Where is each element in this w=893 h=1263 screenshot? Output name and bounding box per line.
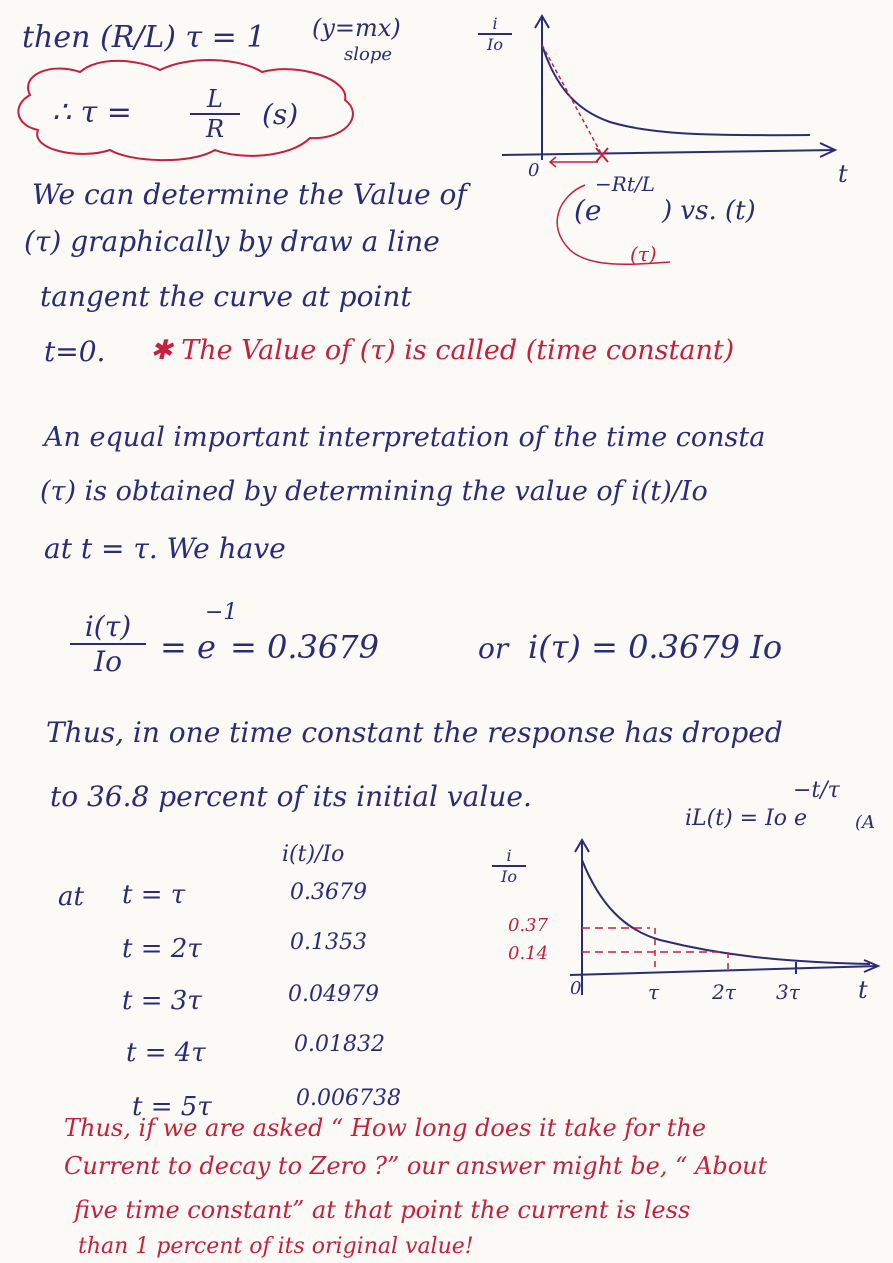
table-row-3-value: 0.04979 [288,982,379,1007]
equation-value: = 0.3679 [230,628,379,666]
graph1-tau-span-arrow [550,157,598,167]
graph1-y-label [478,14,512,54]
current-formula-base: iL(t) = Io e [685,806,808,831]
ymx-note: (y=mx) [312,14,401,42]
table-row-2-value: 0.1353 [290,930,367,955]
table-row-1-time: t = τ [122,880,186,910]
graph2-y-tick-014: 0.14 [508,943,549,964]
closing-line1: Thus, if we are asked “ How long does it take for the [64,1114,707,1142]
para3-line2: to 36.8 percent of its initial value. [50,780,532,813]
equation-or: or [478,632,509,665]
graph1-y-numerator: i [478,14,512,35]
equation-fraction [70,610,146,678]
graph1-y-denominator: Io [487,35,503,54]
table-row-4-value: 0.01832 [294,1032,385,1057]
graph1-exp-base: (e [574,194,602,227]
graph1-t-label: t [838,160,848,188]
equation-numerator: i(τ) [70,610,146,645]
graph2-y-tick-037: 0.37 [508,915,549,936]
graph2-y-label [492,846,526,886]
decay-graph-1 [480,10,880,200]
current-formula-power: −t/τ [793,778,840,803]
table-row-5-time: t = 5τ [132,1092,212,1122]
graph1-origin: 0 [528,160,540,181]
closing-line3: five time constant” at that point the current is less [74,1196,691,1224]
graph2-x-tick-3tau: 3τ [776,980,800,1004]
graph1-tau-annotation: (τ) [630,242,657,266]
para1-line2: (τ) graphically by draw a line [24,225,440,258]
graph1-exp-power: −Rt/L [595,172,655,196]
current-formula-unit: (A [855,812,876,833]
graph2-y-denominator: Io [501,867,517,886]
graph2-origin: 0 [570,978,582,999]
para1-line4-start: t=0. [44,335,106,368]
graph1-tau-marker [596,148,608,162]
graph2-decay-curve [582,860,870,964]
graph2-x-tick-2tau: 2τ [712,980,736,1004]
tau-definition: ∴ τ = [52,95,132,130]
graph2-x-axis [570,966,878,975]
graph2-t-label: t [858,976,868,1004]
decay-graph-2 [500,830,890,1020]
slope-equation: then (R/L) τ = 1 [22,20,266,55]
tau-unit: (s) [262,98,299,131]
table-row-2-time: t = 2τ [122,934,202,964]
table-prefix: at [58,882,84,912]
slope-note: slope [344,44,393,65]
closing-line2: Current to decay to Zero ?” our answer might be, “ About [64,1152,768,1180]
graph1-versus: ) vs. (t) [662,196,756,226]
table-row-5-value: 0.006738 [296,1086,401,1111]
para1-line1: We can determine the Value of [32,178,467,211]
equation-exp-base: = e [160,628,216,666]
graph2-x-tick-tau: τ [648,980,660,1004]
equation-denominator: Io [94,645,122,678]
tau-numerator: L [190,85,240,115]
para2-line1: An equal important interpretation of the time consta [44,422,766,453]
graph1-x-axis [502,150,835,155]
time-constant-note: ✱ The Value of (τ) is called (time constant) [150,335,735,366]
graph2-y-numerator: i [492,846,526,867]
table-row-4-time: t = 4τ [126,1038,206,1068]
tau-fraction [190,85,240,143]
para2-line3: at t = τ. We have [44,532,286,565]
para2-line2: (τ) is obtained by determining the value of i(t)/Io [40,476,708,507]
para3-line1: Thus, in one time constant the response has droped [46,716,783,749]
tau-denominator: R [205,115,225,143]
table-header: i(t)/Io [282,842,345,867]
equation-exp-power: −1 [205,600,238,625]
graph1-decay-curve [542,45,810,135]
closing-line4: than 1 percent of its original value! [78,1234,474,1259]
table-row-3-time: t = 3τ [122,986,202,1016]
table-row-1-value: 0.3679 [290,880,367,905]
para1-line3: tangent the curve at point [40,280,412,313]
equation-alternative: i(τ) = 0.3679 Io [528,628,783,666]
